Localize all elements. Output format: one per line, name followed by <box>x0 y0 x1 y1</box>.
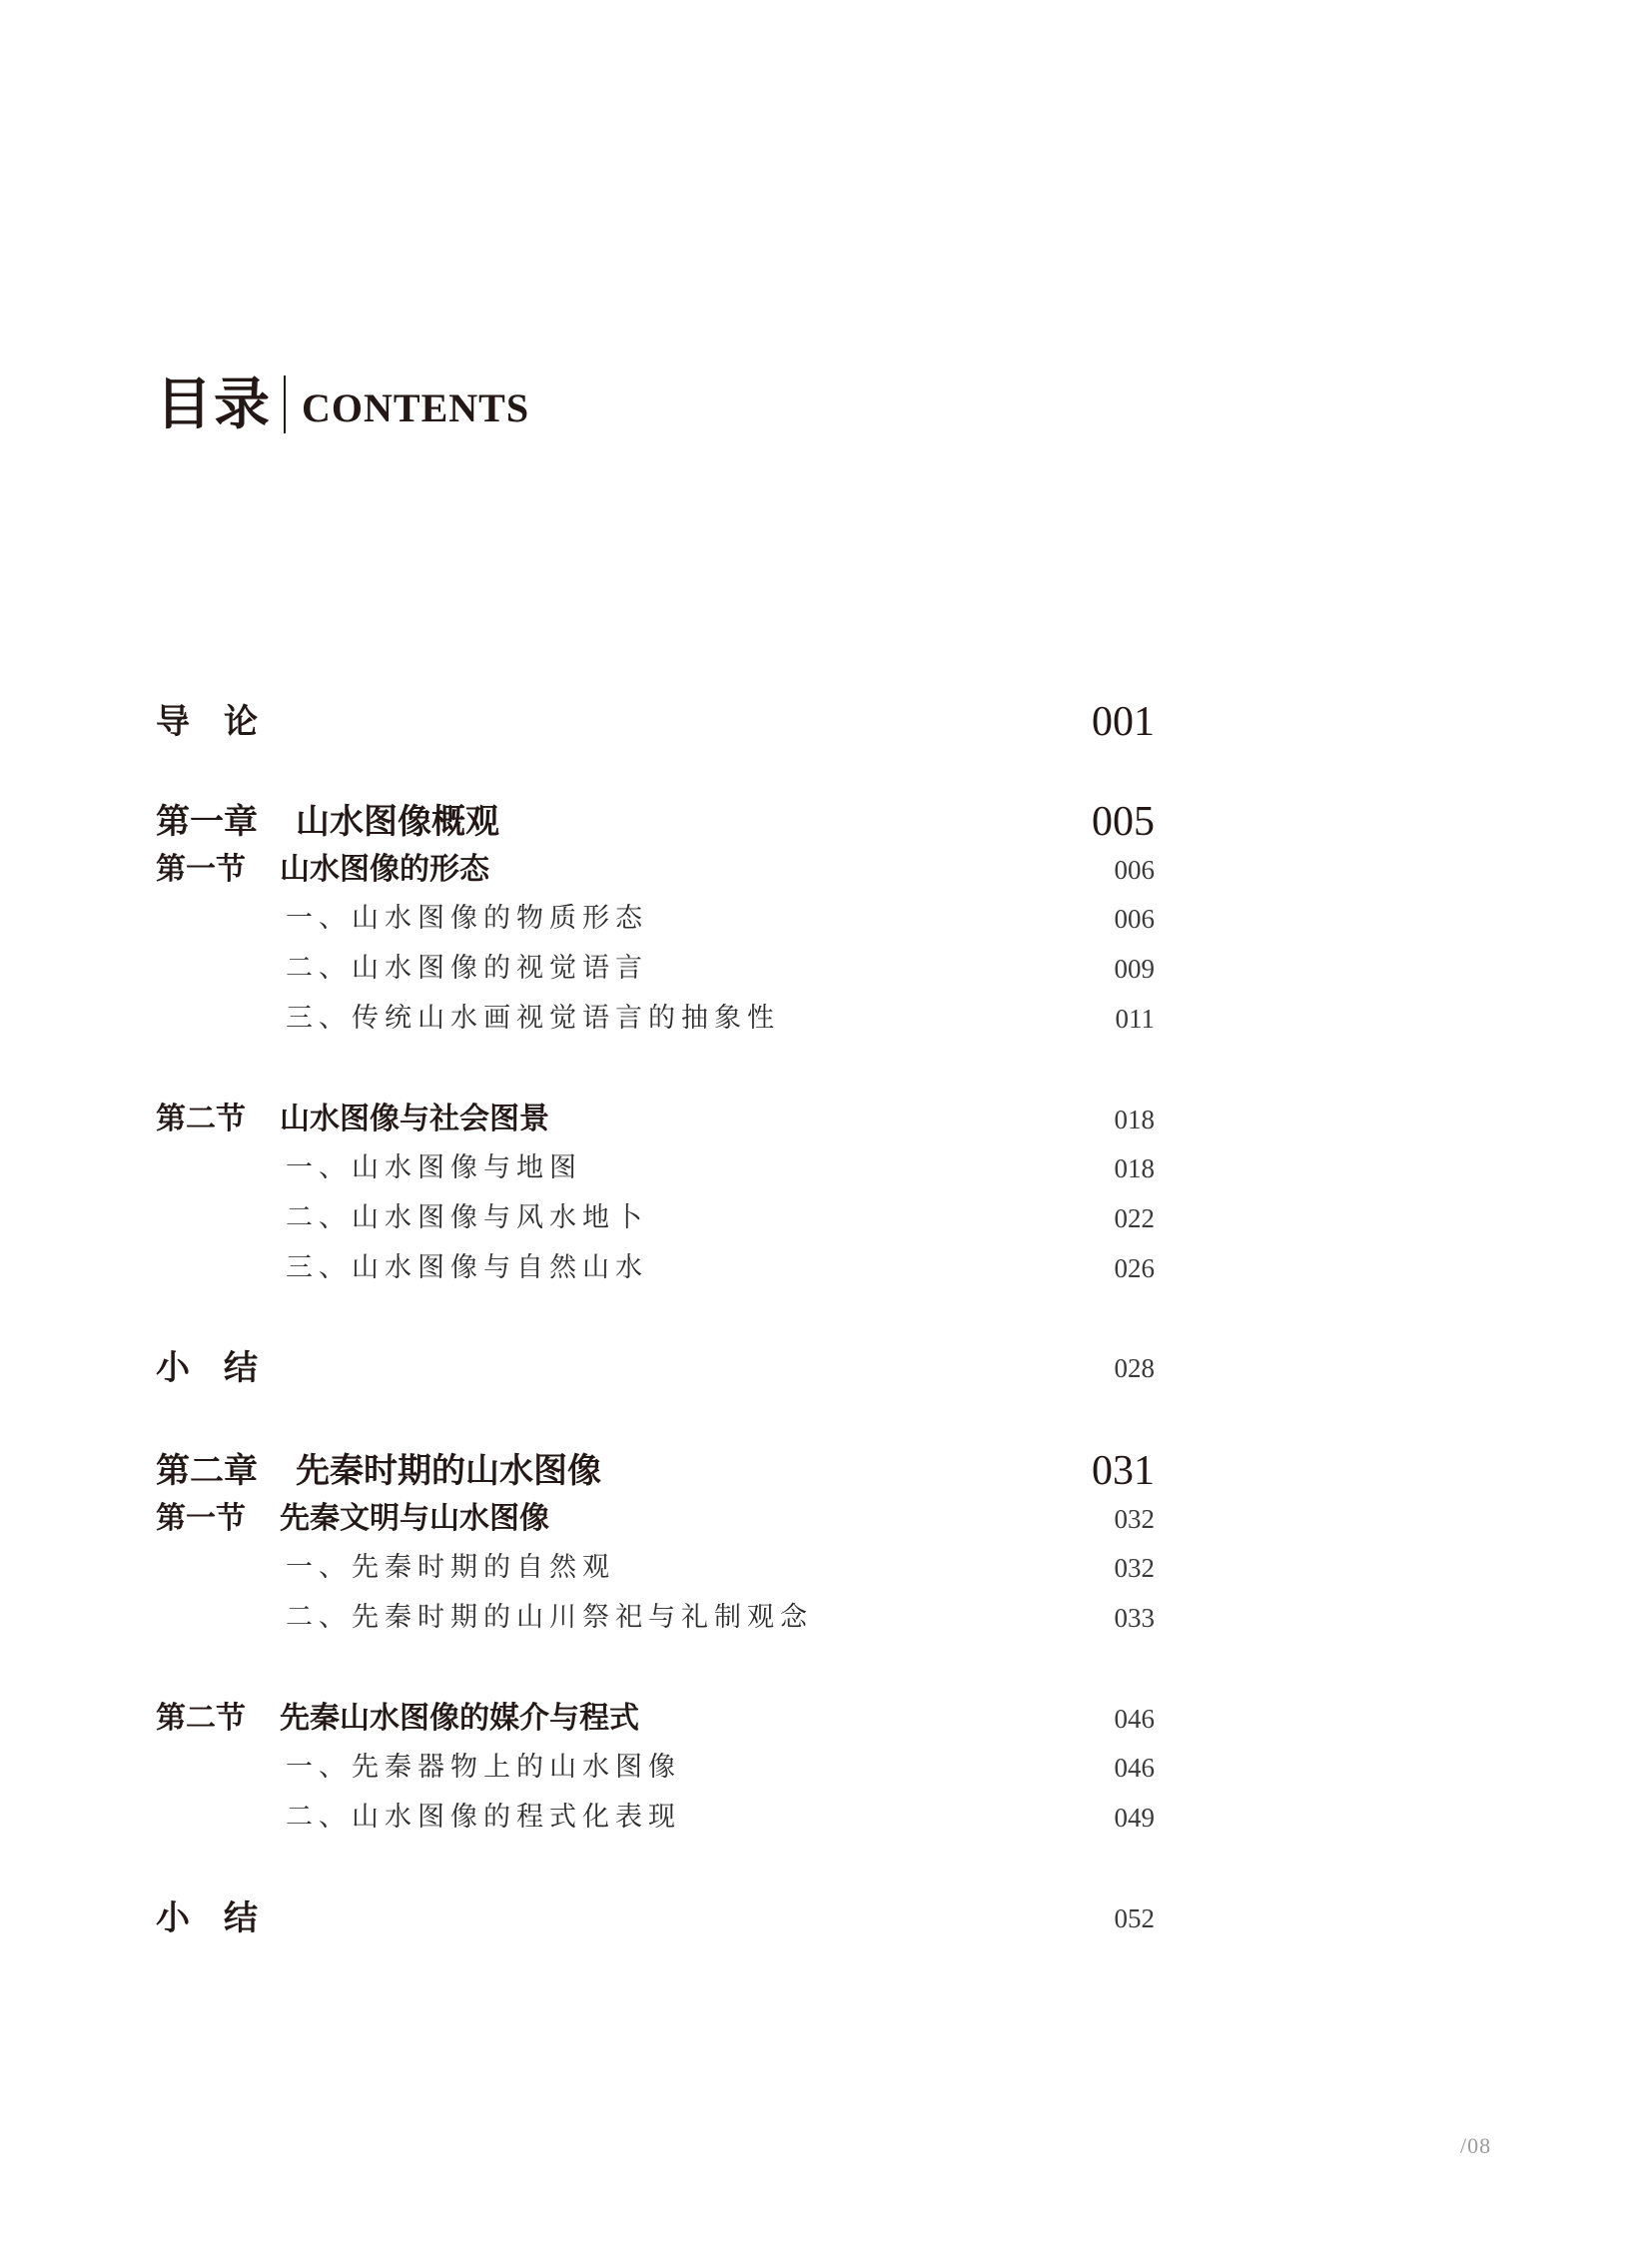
toc-page-number: 006 <box>1114 904 1155 934</box>
item-title: 二、山水图像的视觉语言 <box>286 953 648 984</box>
toc-page-number: 028 <box>1114 1353 1155 1383</box>
toc-section-1-2[interactable] <box>156 1097 1155 1142</box>
toc-page-number: 033 <box>1114 1603 1155 1633</box>
section-title: 山水图像与社会图景 <box>280 1102 549 1136</box>
toc-page-number: 031 <box>1092 1448 1155 1494</box>
toc-page-number: 052 <box>1114 1903 1155 1933</box>
toc-item[interactable] <box>156 896 1155 942</box>
toc-entry-summary-2[interactable] <box>156 1893 1155 1943</box>
toc-item[interactable] <box>156 996 1155 1042</box>
toc-page-number: 026 <box>1114 1253 1155 1283</box>
item-title: 一、先秦时期的自然观 <box>286 1552 615 1583</box>
table-of-contents <box>156 0 1155 2241</box>
heading-english: CONTENTS <box>302 385 530 430</box>
item-title: 一、山水图像与地图 <box>286 1152 582 1183</box>
toc-page-number: 046 <box>1114 1753 1155 1783</box>
toc-page-number: 046 <box>1114 1704 1155 1734</box>
item-title: 一、山水图像的物质形态 <box>286 903 648 934</box>
toc-item[interactable] <box>156 1245 1155 1291</box>
toc-page-number: 006 <box>1114 855 1155 885</box>
item-title: 二、山水图像的程式化表现 <box>286 1802 681 1833</box>
page-folio: /08 <box>1460 2133 1492 2158</box>
toc-page-number: 018 <box>1114 1153 1155 1183</box>
toc-entry-label: 小结 <box>156 1348 292 1388</box>
toc-chapter-2[interactable] <box>156 1446 1155 1496</box>
toc-chapter-1[interactable] <box>156 797 1155 847</box>
toc-item[interactable] <box>156 946 1155 992</box>
toc-page-number: 049 <box>1114 1803 1155 1833</box>
section-number: 第一节 <box>156 1501 246 1536</box>
toc-page-number: 032 <box>1114 1504 1155 1534</box>
section-number: 第二节 <box>156 1102 246 1136</box>
toc-item[interactable] <box>156 1145 1155 1191</box>
toc-page-number: 032 <box>1114 1553 1155 1583</box>
section-number: 第一节 <box>156 852 246 887</box>
toc-entry-intro[interactable] <box>156 697 1155 747</box>
toc-item[interactable] <box>156 1195 1155 1241</box>
chapter-title: 先秦时期的山水图像 <box>296 1451 601 1491</box>
item-title: 二、山水图像与风水地卜 <box>286 1202 648 1233</box>
toc-page-number: 001 <box>1092 699 1155 745</box>
item-title: 二、先秦时期的山川祭祀与礼制观念 <box>286 1602 813 1633</box>
item-title: 一、先秦器物上的山水图像 <box>286 1752 681 1783</box>
section-title: 先秦山水图像的媒介与程式 <box>280 1701 639 1736</box>
section-title: 山水图像的形态 <box>280 852 489 887</box>
chapter-title: 山水图像概观 <box>296 802 499 842</box>
toc-page-number: 011 <box>1115 1004 1155 1034</box>
chapter-number: 第一章 <box>156 802 258 842</box>
toc-page-number: 018 <box>1114 1105 1155 1134</box>
toc-section-2-2[interactable] <box>156 1696 1155 1742</box>
toc-item[interactable] <box>156 1795 1155 1841</box>
toc-page-number: 022 <box>1114 1203 1155 1233</box>
item-title: 三、传统山水画视觉语言的抽象性 <box>286 1003 780 1034</box>
chapter-number: 第二章 <box>156 1451 258 1491</box>
toc-page-number: 009 <box>1114 954 1155 984</box>
toc-entry-label: 小结 <box>156 1898 292 1938</box>
toc-page-number: 005 <box>1092 799 1155 845</box>
section-title: 先秦文明与山水图像 <box>280 1501 549 1536</box>
toc-item[interactable] <box>156 1595 1155 1641</box>
toc-section-2-1[interactable] <box>156 1496 1155 1542</box>
toc-item[interactable] <box>156 1545 1155 1591</box>
toc-item[interactable] <box>156 1745 1155 1791</box>
toc-entry-summary-1[interactable] <box>156 1343 1155 1393</box>
toc-entry-label: 导论 <box>156 702 292 742</box>
toc-section-1-1[interactable] <box>156 847 1155 893</box>
heading-chinese: 目录 <box>156 372 272 437</box>
item-title: 三、山水图像与自然山水 <box>286 1252 648 1283</box>
section-number: 第二节 <box>156 1701 246 1736</box>
